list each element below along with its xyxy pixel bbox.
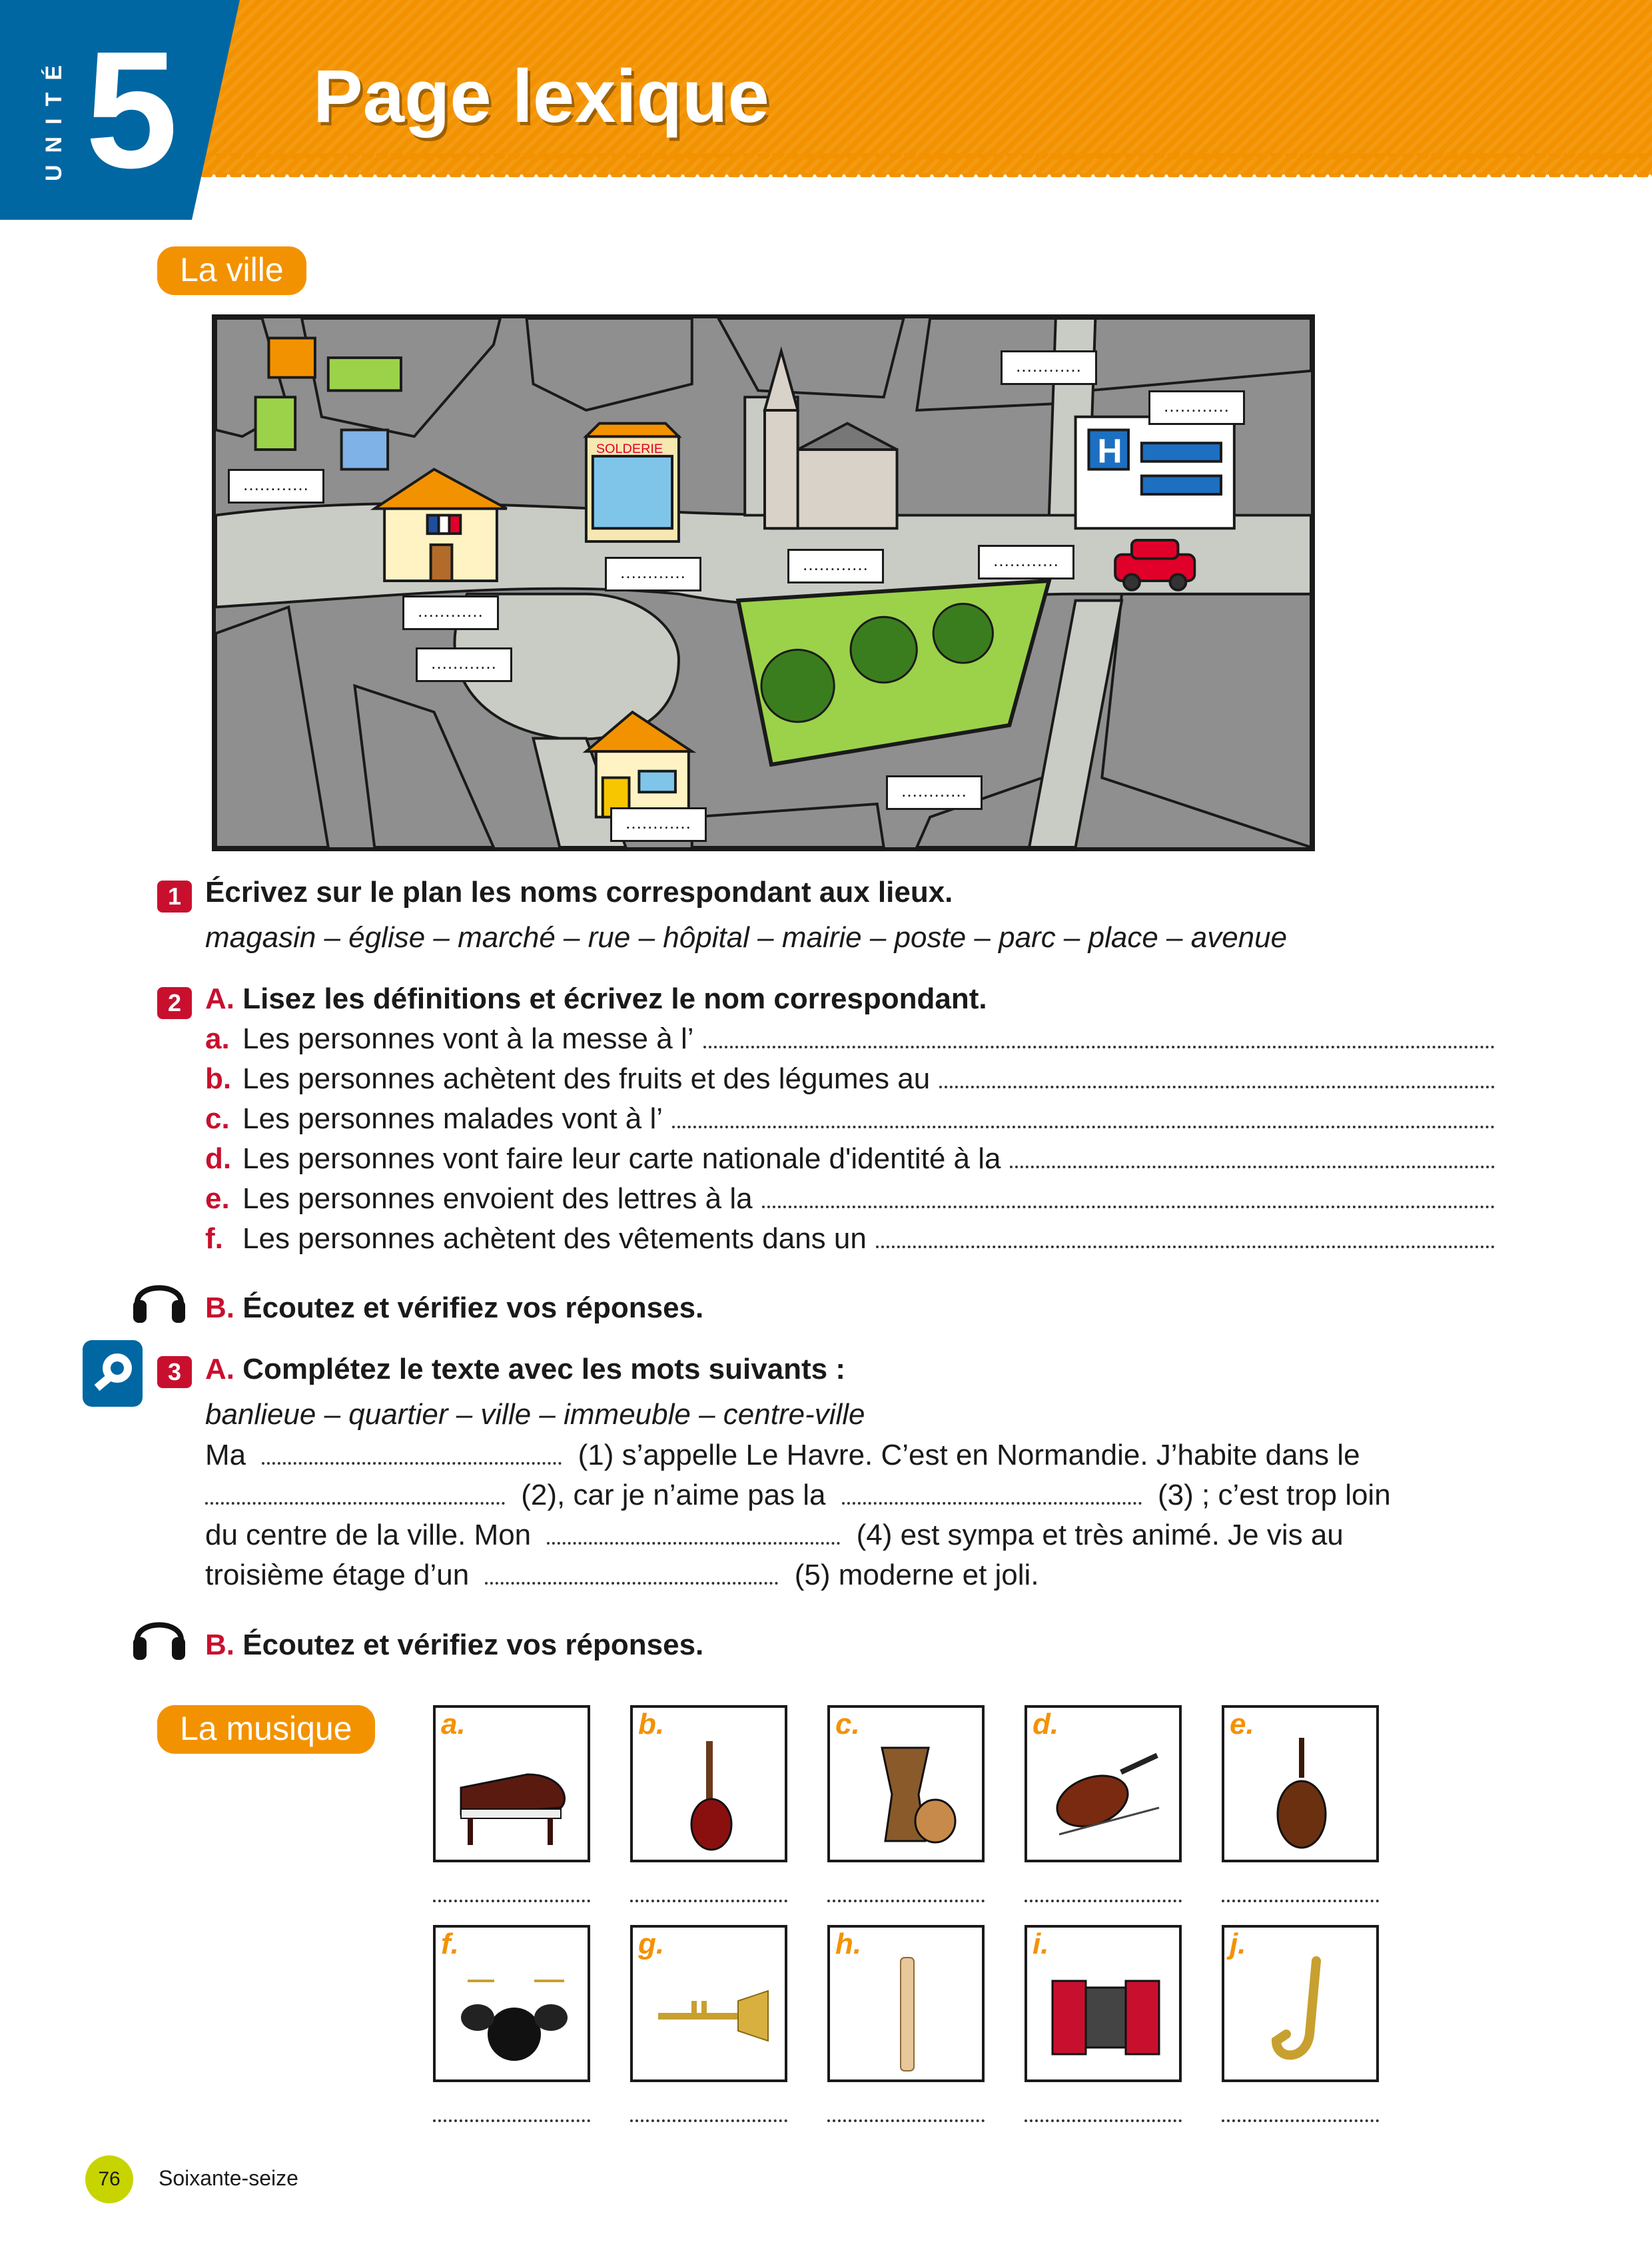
map-label-avenue[interactable]: ............ [978, 545, 1074, 579]
instrument-letter: a. [441, 1708, 466, 1740]
header-band [0, 0, 1652, 175]
instrument-answer-blank[interactable] [630, 2115, 787, 2122]
page-title: Page lexique [313, 55, 769, 138]
instrument-card [433, 1705, 590, 1862]
text-fragment: (3) ; c’est trop loin [1158, 1479, 1391, 1511]
definition-text: Les personnes vont faire leur carte nationale d'identité à la [242, 1142, 1001, 1175]
grand-piano-icon [448, 1734, 578, 1854]
map-label-shop[interactable]: ............ [605, 557, 701, 591]
fill-in-blank-4[interactable] [547, 1522, 840, 1545]
instrument-letter: g. [638, 1928, 665, 1960]
instrument-answer-blank[interactable] [827, 1896, 985, 1902]
fill-in-text-line-2 [205, 1479, 1391, 1512]
exercise-2-part-a-instruction: Lisez les définitions et écrivez le nom correspondant. [242, 982, 987, 1015]
definition-answer-blank[interactable] [1010, 1142, 1495, 1168]
instrument-letter: j. [1230, 1928, 1246, 1960]
drum-kit-icon [448, 1954, 578, 2074]
exercise-3-part-b-instruction: Écoutez et vérifiez vos réponses. [242, 1629, 704, 1661]
exercise-3-word-list: banlieue – quartier – ville – immeuble – centre-ville [205, 1398, 865, 1431]
definition-text: Les personnes achètent des vêtements dans un [242, 1222, 867, 1255]
map-label-town-hall[interactable]: ............ [402, 595, 499, 630]
definition-letter: f. [205, 1222, 223, 1255]
instrument-card [1025, 1705, 1182, 1862]
definition-text: Les personnes malades vont à l’ [242, 1102, 663, 1135]
exercise-1-instruction: Écrivez sur le plan les noms correspondant aux lieux. [205, 876, 953, 909]
exercise-3-part-b-letter: B. [205, 1629, 234, 1661]
definition-line [205, 1102, 1495, 1142]
exercise-2-part-b-instruction: Écoutez et vérifiez vos réponses. [242, 1292, 704, 1324]
electric-guitar-icon [645, 1734, 775, 1854]
fill-in-blank-5[interactable] [485, 1562, 778, 1585]
exercise-2-part-b-letter: B. [205, 1292, 234, 1324]
instrument-card [1222, 1925, 1379, 2082]
text-fragment: (2), car je n’aime pas la [521, 1479, 826, 1511]
fill-in-text-line-1 [205, 1439, 1360, 1472]
definition-text: Les personnes vont à la messe à l’ [242, 1022, 694, 1055]
definition-line [205, 1222, 1495, 1262]
map-label-hospital[interactable]: ............ [1148, 390, 1245, 425]
exercise-2-part-a [205, 982, 987, 1017]
hospital-sign: H [1097, 431, 1122, 470]
instrument-answer-blank[interactable] [433, 1896, 590, 1902]
trumpet-icon [645, 1954, 775, 2074]
instrument-answer-blank[interactable] [1222, 1896, 1379, 1902]
map-label-market[interactable]: ............ [228, 469, 324, 504]
exercise-3-part-b [205, 1628, 703, 1663]
instrument-card [1222, 1705, 1379, 1862]
instrument-letter: d. [1032, 1708, 1059, 1740]
instrument-card [827, 1705, 985, 1862]
headphones-icon[interactable] [131, 1270, 188, 1327]
instrument-card [1025, 1925, 1182, 2082]
text-fragment: (5) moderne et joli. [794, 1559, 1039, 1591]
section-music-label: La musique [157, 1705, 375, 1754]
definition-line [205, 1142, 1495, 1182]
definition-letter: b. [205, 1062, 232, 1095]
unit-number: 5 [85, 17, 179, 202]
instrument-card [433, 1925, 590, 2082]
exercise-2-part-b [205, 1291, 703, 1326]
exercise-2-number: 2 [157, 987, 192, 1019]
text-fragment: (1) s’appelle Le Havre. C’est en Normandie. J’habite dans le [578, 1439, 1360, 1471]
instrument-answer-blank[interactable] [1222, 2115, 1379, 2122]
header-torn-edge [200, 153, 1652, 177]
saxophone-icon [1236, 1954, 1367, 2074]
cello-icon [1236, 1734, 1367, 1854]
text-fragment: du centre de la ville. Mon [205, 1519, 532, 1551]
definition-answer-blank[interactable] [876, 1222, 1495, 1248]
definition-line [205, 1062, 1495, 1102]
exercise-3-number: 3 [157, 1356, 192, 1388]
definition-answer-blank[interactable] [703, 1022, 1495, 1048]
exercise-2-part-a-letter: A. [205, 982, 234, 1015]
page-number-words: Soixante-seize [159, 2166, 298, 2190]
section-city-label: La ville [157, 246, 306, 295]
accordion-icon [1039, 1954, 1170, 2074]
definition-letter: e. [205, 1182, 230, 1215]
definition-line [205, 1022, 1495, 1062]
definition-line [205, 1182, 1495, 1222]
text-fragment: troisième étage d’un [205, 1559, 470, 1591]
instrument-letter: b. [638, 1708, 665, 1740]
instrument-answer-blank[interactable] [433, 2115, 590, 2122]
key-icon[interactable] [83, 1340, 143, 1407]
city-map [212, 314, 1315, 851]
definition-answer-blank[interactable] [939, 1062, 1495, 1088]
text-fragment: Ma [205, 1439, 246, 1471]
page-number: 76 [85, 2155, 133, 2203]
definition-text: Les personnes envoient des lettres à la [242, 1182, 753, 1215]
fill-in-text-line-4 [205, 1559, 1039, 1592]
fill-in-blank-1[interactable] [262, 1442, 562, 1465]
text-fragment: (4) est sympa et très animé. Je vis au [856, 1519, 1344, 1551]
headphones-icon[interactable] [131, 1607, 188, 1664]
exercise-3-part-a-letter: A. [205, 1353, 234, 1385]
instrument-letter: c. [835, 1708, 860, 1740]
fill-in-blank-3[interactable] [842, 1482, 1142, 1505]
instrument-answer-blank[interactable] [1025, 1896, 1182, 1902]
shop-sign: SOLDERIE [596, 442, 663, 456]
instrument-card [827, 1925, 985, 2082]
map-label-park[interactable]: ............ [886, 775, 983, 810]
instrument-letter: f. [441, 1928, 459, 1960]
fill-in-blank-2[interactable] [205, 1482, 505, 1505]
instrument-letter: h. [835, 1928, 862, 1960]
instrument-answer-blank[interactable] [1025, 2115, 1182, 2122]
definition-letter: c. [205, 1102, 230, 1135]
exercise-3-part-a [205, 1352, 845, 1387]
definition-letter: d. [205, 1142, 232, 1175]
city-map-drawing [216, 318, 1311, 847]
violin-icon [1039, 1734, 1170, 1854]
map-label-church[interactable]: ............ [787, 549, 884, 583]
instrument-letter: i. [1032, 1928, 1049, 1960]
exercise-3-part-a-instruction: Complétez le texte avec les mots suivants : [242, 1353, 846, 1385]
instrument-answer-blank[interactable] [827, 2115, 985, 2122]
map-label-post-office[interactable]: ............ [610, 807, 707, 842]
instrument-card [630, 1705, 787, 1862]
exercise-1-number: 1 [157, 881, 192, 913]
definition-letter: a. [205, 1022, 230, 1055]
map-label-square[interactable]: ............ [416, 647, 512, 682]
recorder-flute-icon [842, 1954, 973, 2074]
exercise-1-word-list: magasin – église – marché – rue – hôpital – mairie – poste – parc – place – avenue [205, 921, 1288, 954]
djembe-drums-icon [842, 1734, 973, 1854]
definition-answer-blank[interactable] [672, 1102, 1495, 1128]
map-label-street[interactable]: ............ [1001, 350, 1097, 385]
definition-text: Les personnes achètent des fruits et des légumes au [242, 1062, 931, 1095]
instrument-answer-blank[interactable] [630, 1896, 787, 1902]
unit-label: UNITÉ [41, 53, 67, 181]
instrument-card [630, 1925, 787, 2082]
instrument-letter: e. [1230, 1708, 1254, 1740]
definition-answer-blank[interactable] [762, 1182, 1495, 1208]
key-icon-graphic [83, 1340, 143, 1407]
fill-in-text-line-3 [205, 1519, 1344, 1552]
